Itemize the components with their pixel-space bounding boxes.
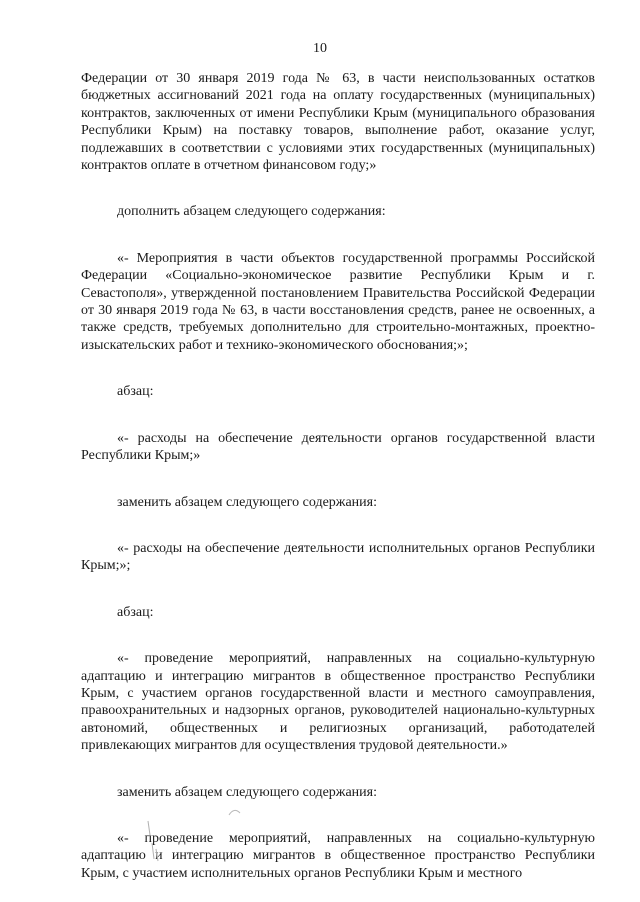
paragraph-quoted-replacement: «- расходы на обеспечение деятельности исполнительных органов Республики Крым;»; xyxy=(81,540,595,574)
page-number: 10 xyxy=(313,41,327,56)
paragraph-label-abzac: абзац: xyxy=(117,384,154,400)
paragraph-continuation: Федерации от 30 января 2019 года № 63, в части неиспользованных остатков бюджетных ассигнований 2021 года на оплату государственных (муниципальных) контрактов, заключенных от имени Республики Крым (муниципального образования Республики Крым) на поставку товаров, выполнение работ, оказание услуг, подлежавших в соответствии с условиями этих государственных (муниципальных) контрактов оплате в отчетном финансовом году;» xyxy=(81,71,595,174)
paragraph-quoted-replacement: «- проведение мероприятий, направленных на социально-культурную адаптацию и интеграцию мигрантов в общественное пространство Республики Крым, с участием исполнительных органов Республики Крым и местного xyxy=(81,830,595,881)
scan-mark xyxy=(226,805,246,819)
paragraph-instruction-add: дополнить абзацем следующего содержания: xyxy=(117,204,386,220)
paragraph-quoted-old-item: «- расходы на обеспечение деятельности органов государственной власти Республики Крым;» xyxy=(81,430,595,464)
paragraph-instruction-replace: заменить абзацем следующего содержания: xyxy=(117,784,377,800)
document-body xyxy=(81,70,595,882)
paragraph-instruction-replace: заменить абзацем следующего содержания: xyxy=(117,494,377,510)
paragraph-label-abzac: абзац: xyxy=(117,604,154,620)
paragraph-quoted-old-item: «- проведение мероприятий, направленных на социально-культурную адаптацию и интеграцию мигрантов в общественное пространство Республики Крым, с участием органов государственной власти и местного самоуправления, правоохранительных и надзорных органов, руководителей национально-культурных автономий, общественных и религиозных организаций, работодателей привлекающих мигрантов для осуществления трудовой деятельности.» xyxy=(81,651,595,754)
scan-mark xyxy=(140,815,180,865)
paragraph-quoted-new-item: «- Мероприятия в части объектов государственной программы Российской Федерации «Социально-экономическое развитие Республики Крым и г. Севастополя», утвержденной постановлением Правительства Российской Федерации от 30 января 2019 года № 63, в части восстановления средств, ранее не освоенных, а также средств, требуемых дополнительно для строительно-монтажных, проектно-изыскательских работ и технико-экономического обоснования;»; xyxy=(81,250,595,353)
